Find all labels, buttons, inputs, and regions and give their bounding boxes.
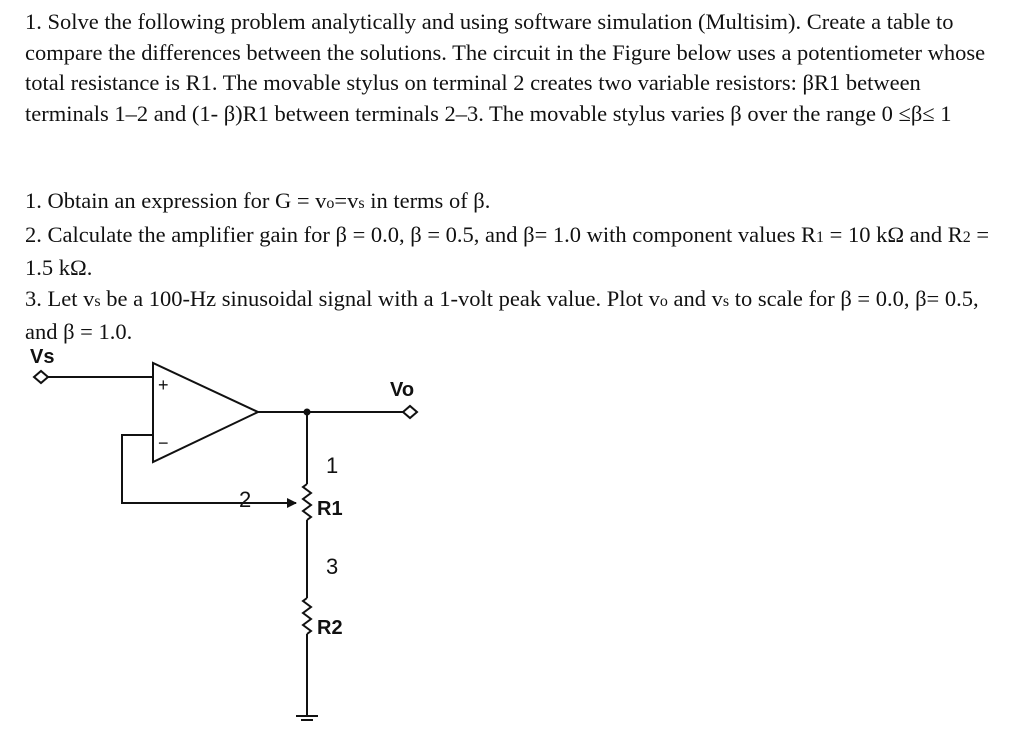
stylus-arrow-icon <box>287 498 297 508</box>
question-list <box>25 186 1000 348</box>
vo-label: Vo <box>390 379 415 401</box>
vs-terminal-icon <box>34 371 48 383</box>
question-3: 3. Let vs be a 100-Hz sinusoidal signal with a 1-volt peak value. Plot vo and vs to scale for β = 0.0, β= 0.5, and β = 1.0. <box>25 285 979 344</box>
r1-label: R1 <box>317 498 343 520</box>
r2-resistor-icon <box>303 598 311 634</box>
problem-intro: 1. Solve the following problem analytically and using software simulation (Multisim). Create a table to compare the differences between the solutions. The circuit in the Figure below uses a potentiometer whose total resistance is R1. The movable stylus on terminal 2 creates two variable resistors: βR1 between terminals 1–2 and (1- β)R1 between terminals 2–3. The movable stylus varies β over the range 0 ≤β≤ 1 <box>25 9 986 126</box>
question-2: 2. Calculate the amplifier gain for β = 0.0, β = 0.5, and β= 1.0 with component values R1 = 10 kΩ and R2 = 1.5 kΩ. <box>25 221 990 280</box>
r2-label: R2 <box>317 617 343 639</box>
circuit-diagram <box>0 330 520 746</box>
question-1: 1. Obtain an expression for G = vo=vs in terms of β. <box>25 188 491 213</box>
vs-label: Vs <box>30 346 55 368</box>
terminal-1-label: 1 <box>326 453 339 478</box>
r1-resistor-icon <box>303 484 311 520</box>
plus-input-sign: + <box>158 375 169 395</box>
terminal-3-label: 3 <box>326 554 339 579</box>
minus-input-sign: − <box>158 433 169 453</box>
op-amp-triangle <box>153 363 258 462</box>
terminal-2-label: 2 <box>239 487 252 512</box>
feedback-wire <box>122 435 296 503</box>
vo-terminal-icon <box>403 406 417 418</box>
ground-icon <box>296 716 318 720</box>
